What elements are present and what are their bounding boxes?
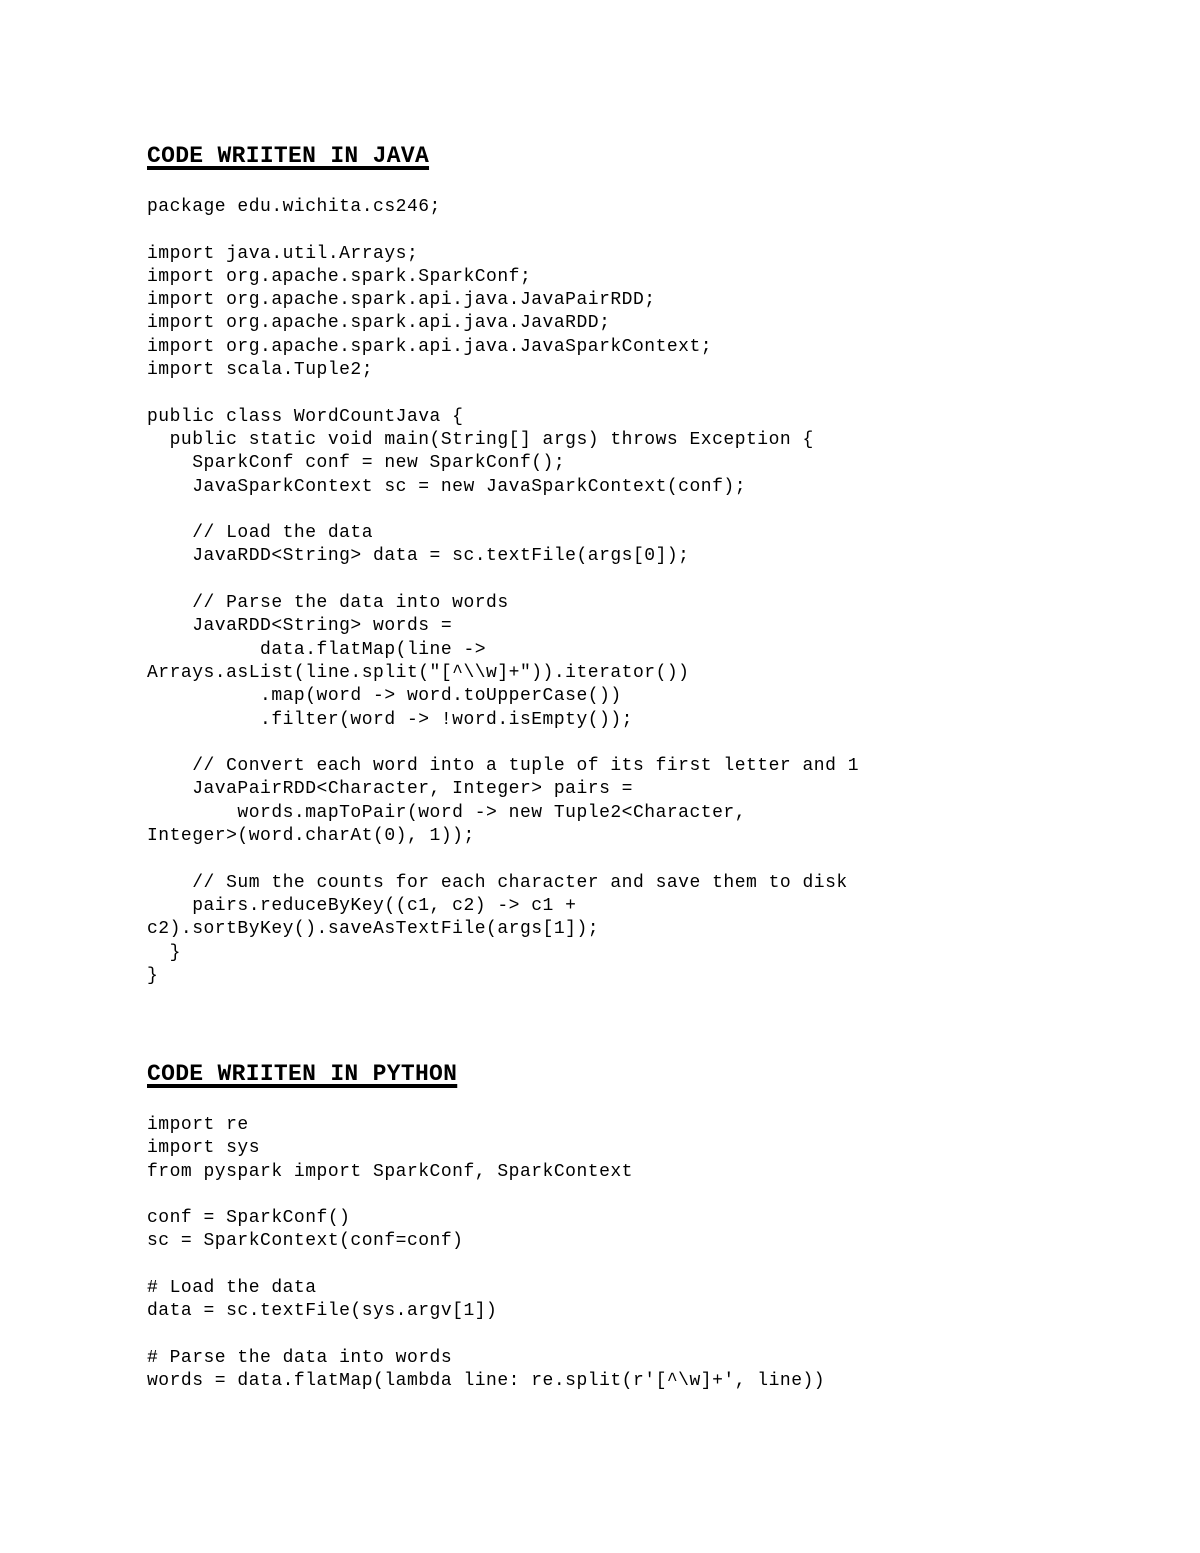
code-line: import java.util.Arrays; — [147, 243, 419, 264]
code-line: import org.apache.spark.api.java.JavaSparkContext; — [147, 336, 713, 357]
code-line: import org.apache.spark.api.java.JavaPairRDD; — [147, 290, 656, 311]
code-line: import org.apache.spark.api.java.JavaRDD; — [147, 313, 611, 334]
code-line: } — [147, 942, 181, 963]
code-line — [147, 382, 859, 405]
code-line: .filter(word -> !word.isEmpty()); — [147, 709, 633, 730]
code-line: // Sum the counts for each character and save them to disk — [147, 872, 848, 893]
code-line: JavaRDD<String> data = sc.textFile(args[0]); — [147, 546, 690, 567]
code-line: .map(word -> word.toUpperCase()) — [147, 686, 622, 707]
code-line: JavaPairRDD<Character, Integer> pairs = — [147, 779, 633, 800]
code-line: JavaSparkContext sc = new JavaSparkContext(conf); — [147, 476, 746, 497]
code-line: import re — [147, 1115, 249, 1135]
code-line: import sys — [147, 1138, 261, 1159]
code-line: data = sc.textFile(sys.argv[1]) — [147, 1301, 498, 1322]
code-line — [147, 1324, 825, 1347]
code-line — [147, 1254, 825, 1277]
code-line: Arrays.asList(line.split("[^\\w]+")).iterator()) — [147, 662, 690, 683]
code-line: SparkConf conf = new SparkConf(); — [147, 453, 566, 474]
code-line: conf = SparkConf() — [147, 1208, 351, 1229]
code-line: words.mapToPair(word -> new Tuple2<Character, — [147, 802, 746, 823]
java-code-block — [147, 196, 859, 988]
python-code-block — [147, 1114, 825, 1394]
code-line: // Load the data — [147, 523, 374, 544]
code-line: import org.apache.spark.SparkConf; — [147, 266, 532, 287]
code-line: data.flatMap(line -> — [147, 639, 487, 660]
code-line: from pyspark import SparkConf, SparkContext — [147, 1161, 633, 1182]
code-line: // Convert each word into a tuple of its first letter and 1 — [147, 756, 860, 777]
python-section-heading: CODE WRIITEN IN PYTHON — [147, 1061, 458, 1087]
code-line — [147, 219, 859, 242]
code-line: sc = SparkContext(conf=conf) — [147, 1231, 464, 1252]
code-line: # Parse the data into words — [147, 1347, 453, 1368]
code-line: words = data.flatMap(lambda line: re.split(r'[^\w]+', line)) — [147, 1371, 826, 1392]
code-line — [147, 499, 859, 522]
code-line: Integer>(word.charAt(0), 1)); — [147, 826, 475, 847]
code-line — [147, 1184, 825, 1207]
code-line — [147, 569, 859, 592]
code-line: public static void main(String[] args) throws Exception { — [147, 429, 814, 450]
code-line: import scala.Tuple2; — [147, 360, 374, 381]
code-line: package edu.wichita.cs246; — [147, 197, 441, 217]
code-line: public class WordCountJava { — [147, 406, 464, 427]
code-line: pairs.reduceByKey((c1, c2) -> c1 + — [147, 895, 577, 916]
code-line: JavaRDD<String> words = — [147, 616, 453, 637]
code-line — [147, 732, 859, 755]
code-line — [147, 848, 859, 871]
code-line: } — [147, 965, 159, 986]
code-line: // Parse the data into words — [147, 593, 509, 614]
java-section-heading: CODE WRIITEN IN JAVA — [147, 143, 430, 169]
code-line: # Load the data — [147, 1278, 317, 1299]
code-line: c2).sortByKey().saveAsTextFile(args[1]); — [147, 919, 600, 940]
